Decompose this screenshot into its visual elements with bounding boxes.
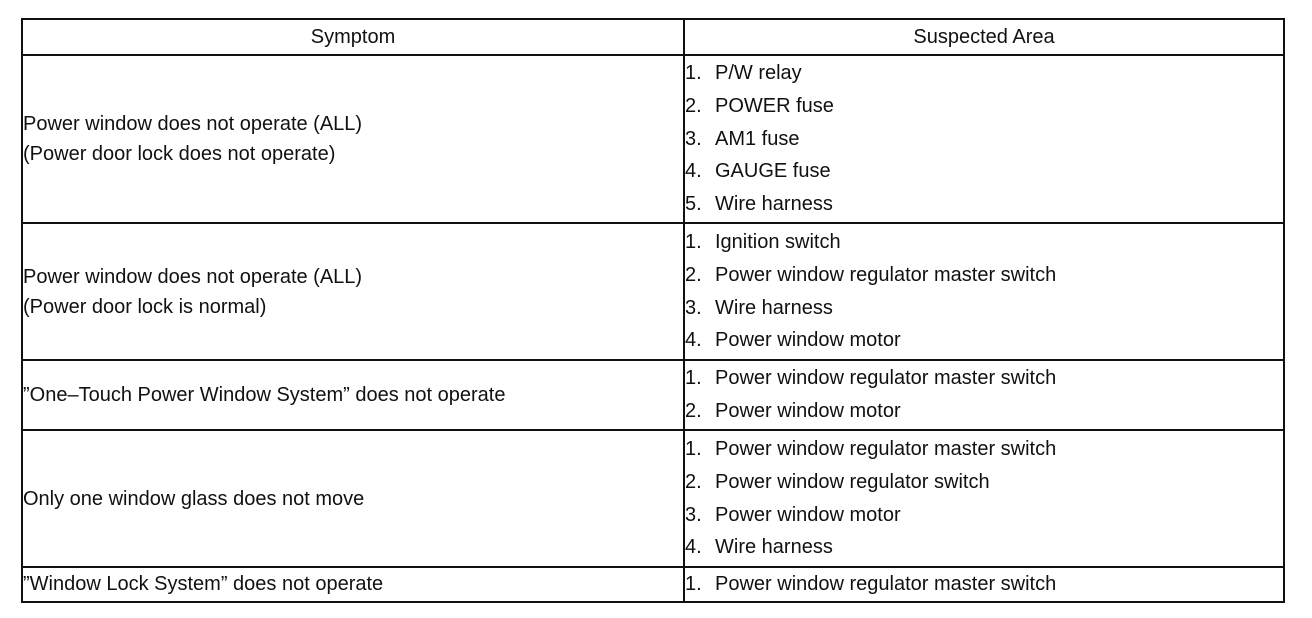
suspected-area-header: Suspected Area [684,19,1284,55]
table-row [22,430,1284,567]
suspected-area-cell [684,567,1284,602]
area-item-number: 4. [685,536,702,559]
table-row [22,223,1284,360]
symptom-cell [22,55,684,223]
table-row [22,55,1284,223]
area-item-text: Wire harness [715,536,833,559]
area-item-number: 3. [685,296,702,319]
area-item [685,226,1283,259]
area-item [685,466,1283,499]
area-item [685,499,1283,532]
area-item [685,362,1283,395]
area-item-text: Wire harness [715,296,833,319]
area-item [685,259,1283,292]
symptom-cell [22,223,684,360]
area-item-number: 1. [685,573,702,595]
area-item-text: Power window motor [715,400,901,422]
symptom-header: Symptom [22,19,684,55]
area-item-number: 1. [685,62,702,84]
area-item [685,292,1283,325]
table-row [22,567,1284,602]
area-item-number: 2. [685,94,702,117]
area-item-number: 1. [685,367,702,390]
area-item-text: P/W relay [715,62,802,84]
area-item [685,395,1283,428]
area-item [685,155,1283,188]
area-item-text: Power window regulator master switch [715,573,1057,595]
area-item [685,531,1283,564]
suspected-area-cell [684,430,1284,567]
suspected-area-cell [684,55,1284,223]
area-item-number: 2. [685,470,702,493]
area-item-text: Wire harness [715,193,833,216]
area-item-number: 2. [685,400,702,422]
area-item-text: Ignition switch [715,230,841,253]
suspected-area-cell [684,360,1284,430]
area-item [685,324,1283,357]
area-item-number: 2. [685,263,702,286]
area-item [685,90,1283,123]
area-item-text: GAUGE fuse [715,160,831,183]
area-item [685,568,1283,601]
area-item-number: 3. [685,503,702,526]
area-item [685,188,1283,221]
suspected-area-cell [684,223,1284,360]
area-item-number: 1. [685,437,702,460]
area-item [685,123,1283,156]
area-item-number: 4. [685,160,702,183]
area-item-text: Power window regulator master switch [715,437,1057,460]
symptom-text: ”Window Lock System” does not operate [23,573,384,596]
area-item-text: Power window motor [715,503,901,526]
area-item [685,433,1283,466]
symptom-text: Only one window glass does not move [23,487,365,510]
troubleshooting-table [21,18,1285,603]
symptom-text: Power window does not operate (ALL) [23,265,363,288]
symptom-cell [22,360,684,430]
area-item-text: Power window regulator switch [715,470,990,493]
area-item-number: 3. [685,127,702,150]
area-item-text: AM1 fuse [715,127,800,150]
area-item-text: POWER fuse [715,94,834,117]
table-row [22,360,1284,430]
header-row [22,19,1284,55]
area-item-text: Power window regulator master switch [715,367,1057,390]
area-item-text: Power window motor [715,329,901,352]
symptom-cell [22,430,684,567]
symptom-text: Power window does not operate (ALL) [23,113,363,135]
symptom-text: (Power door lock is normal) [23,295,267,318]
symptom-text: ”One–Touch Power Window System” does not operate [23,384,506,406]
area-item-number: 4. [685,329,702,352]
area-item-text: Power window regulator master switch [715,263,1057,286]
symptom-cell [22,567,684,602]
area-item-number: 1. [685,230,702,253]
area-item [685,57,1283,90]
area-item-number: 5. [685,193,702,216]
symptom-text: (Power door lock does not operate) [23,143,336,165]
